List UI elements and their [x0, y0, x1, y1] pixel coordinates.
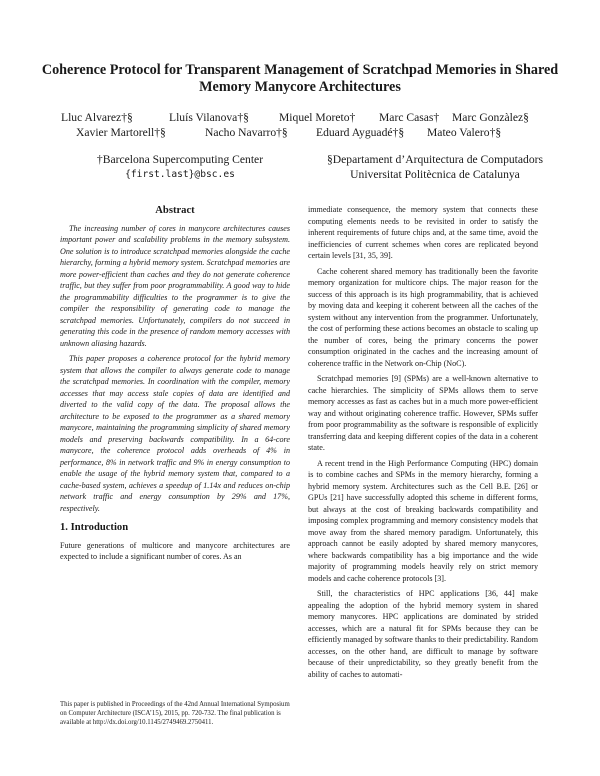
author-name: Marc Gonzàlez§ — [452, 111, 529, 124]
section-heading-introduction: 1. Introduction — [60, 522, 129, 533]
affiliation-university: Universitat Politècnica de Catalunya — [350, 168, 520, 181]
author-name: Miquel Moreto† — [279, 111, 356, 124]
author-name: Nacho Navarro†§ — [205, 126, 288, 139]
author-name: Eduard Ayguadé†§ — [316, 126, 405, 139]
affiliation-bsc — [80, 152, 280, 182]
author-list — [52, 110, 552, 140]
left-column — [60, 205, 290, 567]
author-name: Marc Casas† — [379, 111, 440, 124]
body-paragraph: A recent trend in the High Performance Computing (HPC) domain is to combine caches and SPMs in the memory hierarchy, forming a hybrid memory system. Architectures such as the Cell B.E. [26] or GPUs [21] have successfully adopted this scheme in different forms, but always at the cost of breaking backwards compatibility and imposing complex programming and memory consistency models that move away from the shared memory paradigm. Unfortunately, this approach cannot be easily adopted by shared memory manycores, where backwards compatibility has a big importance and the wide majority of programming models heavily rely on strict memory models and cache coherence protocols [3]. — [308, 458, 538, 583]
body-paragraph: Still, the characteristics of HPC applications [36, 44] make appealing the adoption of the hybrid memory system in shared memory manycores. HPC applications are dominated by strided accesses, which are a natural fit for SPMs because they can be efficiently managed by software thanks to their predictability. Random accesses, on the other hand, are difficult to manage by software because of their unpredictability, so they greatly benefit from the ability of caches to automati- — [308, 589, 538, 679]
author-row-1 — [52, 110, 552, 125]
body-paragraph: immediate consequence, the memory system that connects these computing elements needs to be revisited in order to satisfy the inherent requirements of future chips and, at the same time, avoid the inefficiencies of current schemes when cores are replicated beyond certain levels [31, 35, 39]. — [308, 205, 538, 260]
paper-title: Coherence Protocol for Transparent Management of Scratchpad Memories in Shared Memory Manycore Architectures — [41, 62, 559, 95]
author-name: Xavier Martorell†§ — [76, 126, 166, 139]
publication-footnote: This paper is published in Proceedings of the 42nd Annual International Symposium on Computer Architecture (ISCA’15), 2015, pp. 720-732. The final publication is available at http://dx.doi.org/10.1145/2749469.2750411. — [60, 701, 290, 726]
author-name: Mateo Valero†§ — [427, 126, 502, 139]
body-paragraph: Cache coherent shared memory has traditionally been the favorite memory organization for multicore chips. The major reason for the success of this approach is its high programmability, that is achieved by moving data and keeping it coherent between all the caches of the system without any intervention from the programmer. Unfortunately, the cost of performing these actions becomes an obstacle to scaling up the number of cores, being the primary concerns the power consumption originated in the caches and the increasing amount of coherence traffic in the Network on-Chip (NoC). — [308, 266, 538, 368]
author-name: Lluc Alvarez†§ — [61, 111, 133, 124]
abstract-section — [60, 205, 290, 514]
abstract-heading: Abstract — [155, 205, 195, 216]
affiliation-dept: §Departament d’Arquitectura de Computadors — [326, 153, 544, 166]
author-row-2 — [52, 125, 552, 140]
abstract-paragraph: The increasing number of cores in manycore architectures causes important power and scalability problems in the memory subsystem. One solution is to introduce scratchpad memories alongside the cache hierarchy, forming a hybrid memory system. Scratchpad memories are more power-efficient than caches and they do not generate coherence traffic, but they suffer from poor programmability. A good way to hide the programmability difficulties to the programmer is to give the compiler the responsibility of generating code to manage the scratchpad memories. Unfortunately, compilers do not succeed in generating this code in the presence of random memory accesses with unknown aliasing hazards. — [60, 223, 290, 348]
author-name: Lluís Vilanova†§ — [169, 111, 249, 124]
author-email: {first.last}@bsc.es — [125, 169, 235, 180]
affiliation-upc — [300, 152, 570, 182]
right-column — [308, 204, 538, 684]
abstract-paragraph: This paper proposes a coherence protocol for the hybrid memory system that allows the compiler to always generate code to manage the scratchpad memories. In coordination with the compiler, memory accesses that may access stale copies of data are identified and diverted to the valid copy of the data. The proposal allows the architecture to be exposed to the programmer as a shared memory manycore, maintaining the programming simplicity of shared memory models and preserving backwards compatibility. In a 64-core manycore, the coherence protocol adds overheads of 4% in performance, 8% in network traffic and 9% in energy consumption to enable the usage of the hybrid memory system that, compared to a cache-based system, achieves a speedup of 1.14x and reduces on-chip network traffic and energy consumption by 29% and 17%, respectively. — [60, 354, 290, 513]
affiliation-name: †Barcelona Supercomputing Center — [96, 153, 264, 166]
body-paragraph: Scratchpad memories [9] (SPMs) are a well-known alternative to cache hierarchies. The simplicity of SPMs allows them to serve memory accesses as fast as caches but in a much more power-efficient way and without originating coherence traffic. However, SPMs suffer from poor programmability as the software is responsible of explicitly transferring data and keeping different copies of the data in a coherent state. — [308, 374, 538, 452]
body-paragraph: Future generations of multicore and manycore architectures are expected to include a significant number of cores. As an — [60, 540, 290, 561]
